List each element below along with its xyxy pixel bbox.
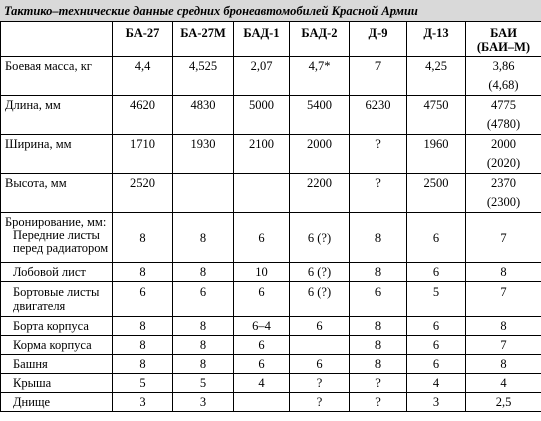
cell: 6	[290, 354, 350, 373]
table-row	[1, 335, 541, 354]
cell: 6	[234, 212, 290, 262]
cell: 6	[407, 316, 466, 335]
table-row	[1, 373, 541, 392]
cell: 4,7*	[290, 56, 350, 95]
cell-bai-m-value: (4780)	[486, 116, 521, 131]
row-label	[1, 212, 113, 262]
cell-bai-value: 2370	[491, 175, 516, 190]
cell: 5	[173, 373, 234, 392]
row-label: Башня	[1, 354, 113, 373]
cell	[234, 173, 290, 212]
cell	[234, 392, 290, 411]
header-ba27m: БА-27М	[173, 22, 234, 56]
armor-first-label-line2: перед радиатором	[13, 240, 109, 255]
cell: 5400	[290, 95, 350, 134]
table-row	[1, 134, 541, 173]
cell: 7	[350, 56, 407, 95]
cell-bai-value: 2000	[491, 136, 516, 151]
table-row	[1, 173, 541, 212]
header-bai-line1: БАИ	[490, 26, 517, 40]
table-row	[1, 95, 541, 134]
cell: 6 (?)	[290, 212, 350, 262]
cell: ?	[290, 373, 350, 392]
cell: 8	[173, 262, 234, 281]
row-label: Ширина, мм	[1, 134, 113, 173]
cell: 2500	[407, 173, 466, 212]
cell: 8	[350, 335, 407, 354]
cell: 6 (?)	[290, 281, 350, 316]
cell: 8	[173, 335, 234, 354]
row-label	[1, 281, 113, 316]
cell: 7	[466, 212, 541, 262]
row-label: Длина, мм	[1, 95, 113, 134]
row-label: Боевая масса, кг	[1, 56, 113, 95]
cell: 2520	[113, 173, 173, 212]
cell: 8	[466, 354, 541, 373]
cell-bai	[466, 95, 541, 134]
cell: 8	[113, 316, 173, 335]
cell: 2000	[290, 134, 350, 173]
cell: 4750	[407, 95, 466, 134]
cell: 8	[173, 354, 234, 373]
cell	[290, 335, 350, 354]
armor-group-label: Бронирование, мм:	[5, 214, 107, 229]
cell: 8	[350, 212, 407, 262]
cell: 6	[234, 335, 290, 354]
cell: 1930	[173, 134, 234, 173]
cell: 5	[113, 373, 173, 392]
cell: ?	[290, 392, 350, 411]
table-row	[1, 316, 541, 335]
cell: 6	[407, 335, 466, 354]
table-row	[1, 56, 541, 95]
cell: 4	[466, 373, 541, 392]
cell-bai-value: 4775	[491, 97, 516, 112]
table-row	[1, 281, 541, 316]
cell-bai-m-value: (4,68)	[488, 77, 519, 92]
cell: 4620	[113, 95, 173, 134]
cell: 8	[173, 212, 234, 262]
header-bai-line2: (БАИ–М)	[476, 40, 531, 54]
table-row	[1, 354, 541, 373]
cell: 2200	[290, 173, 350, 212]
cell: 1710	[113, 134, 173, 173]
cell	[173, 173, 234, 212]
cell: 8	[113, 335, 173, 354]
cell: 8	[466, 316, 541, 335]
cell: 6	[173, 281, 234, 316]
cell: 4,525	[173, 56, 234, 95]
header-ba27: БА-27	[113, 22, 173, 56]
cell: 6	[290, 316, 350, 335]
cell: 6	[234, 281, 290, 316]
row-label-line1: Бортовые листы	[13, 284, 100, 299]
cell: 4,4	[113, 56, 173, 95]
cell: 3	[407, 392, 466, 411]
cell: ?	[350, 373, 407, 392]
row-label: Корма корпуса	[1, 335, 113, 354]
table-row	[1, 262, 541, 281]
table-row	[1, 212, 541, 262]
cell: ?	[350, 173, 407, 212]
cell: 6	[407, 212, 466, 262]
cell-bai-value: 3,86	[492, 58, 515, 73]
cell-bai-m-value: (2300)	[486, 194, 521, 209]
spec-table	[0, 22, 541, 412]
row-label: Крыша	[1, 373, 113, 392]
cell: 6	[113, 281, 173, 316]
cell-bai	[466, 56, 541, 95]
header-d9: Д-9	[350, 22, 407, 56]
header-bai	[466, 22, 541, 56]
cell: 3	[113, 392, 173, 411]
cell: 4830	[173, 95, 234, 134]
cell: 3	[173, 392, 234, 411]
cell-bai-m-value: (2020)	[486, 155, 521, 170]
cell: 4,25	[407, 56, 466, 95]
cell: 5000	[234, 95, 290, 134]
cell: 8	[466, 262, 541, 281]
cell: 6 (?)	[290, 262, 350, 281]
cell: 6	[350, 281, 407, 316]
cell-bai	[466, 134, 541, 173]
row-label-line2: двигателя	[13, 298, 66, 313]
cell: 8	[113, 262, 173, 281]
cell: 4	[407, 373, 466, 392]
cell: 2,07	[234, 56, 290, 95]
cell: 7	[466, 335, 541, 354]
cell: 6230	[350, 95, 407, 134]
cell-bai	[466, 173, 541, 212]
cell: 8	[350, 354, 407, 373]
cell: 8	[113, 212, 173, 262]
header-bad2: БАД-2	[290, 22, 350, 56]
cell: 7	[466, 281, 541, 316]
cell: ?	[350, 392, 407, 411]
header-empty	[1, 22, 113, 56]
cell: 8	[173, 316, 234, 335]
header-row	[1, 22, 541, 56]
cell: 5	[407, 281, 466, 316]
armor-first-label-line1: Передние листы	[13, 227, 100, 242]
table-title: Тактико–технические данные средних бронеавтомобилей Красной Армии	[0, 0, 541, 22]
cell: 6	[407, 354, 466, 373]
cell: 8	[113, 354, 173, 373]
cell: 10	[234, 262, 290, 281]
cell: 1960	[407, 134, 466, 173]
cell: 2100	[234, 134, 290, 173]
table-row	[1, 392, 541, 411]
cell: 6	[407, 262, 466, 281]
row-label: Днище	[1, 392, 113, 411]
header-bad1: БАД-1	[234, 22, 290, 56]
header-d13: Д-13	[407, 22, 466, 56]
cell: 6–4	[234, 316, 290, 335]
cell: 8	[350, 262, 407, 281]
cell: 2,5	[466, 392, 541, 411]
row-label: Лобовой лист	[1, 262, 113, 281]
cell: 6	[234, 354, 290, 373]
cell: 8	[350, 316, 407, 335]
row-label: Высота, мм	[1, 173, 113, 212]
cell: ?	[350, 134, 407, 173]
cell: 4	[234, 373, 290, 392]
row-label: Борта корпуса	[1, 316, 113, 335]
